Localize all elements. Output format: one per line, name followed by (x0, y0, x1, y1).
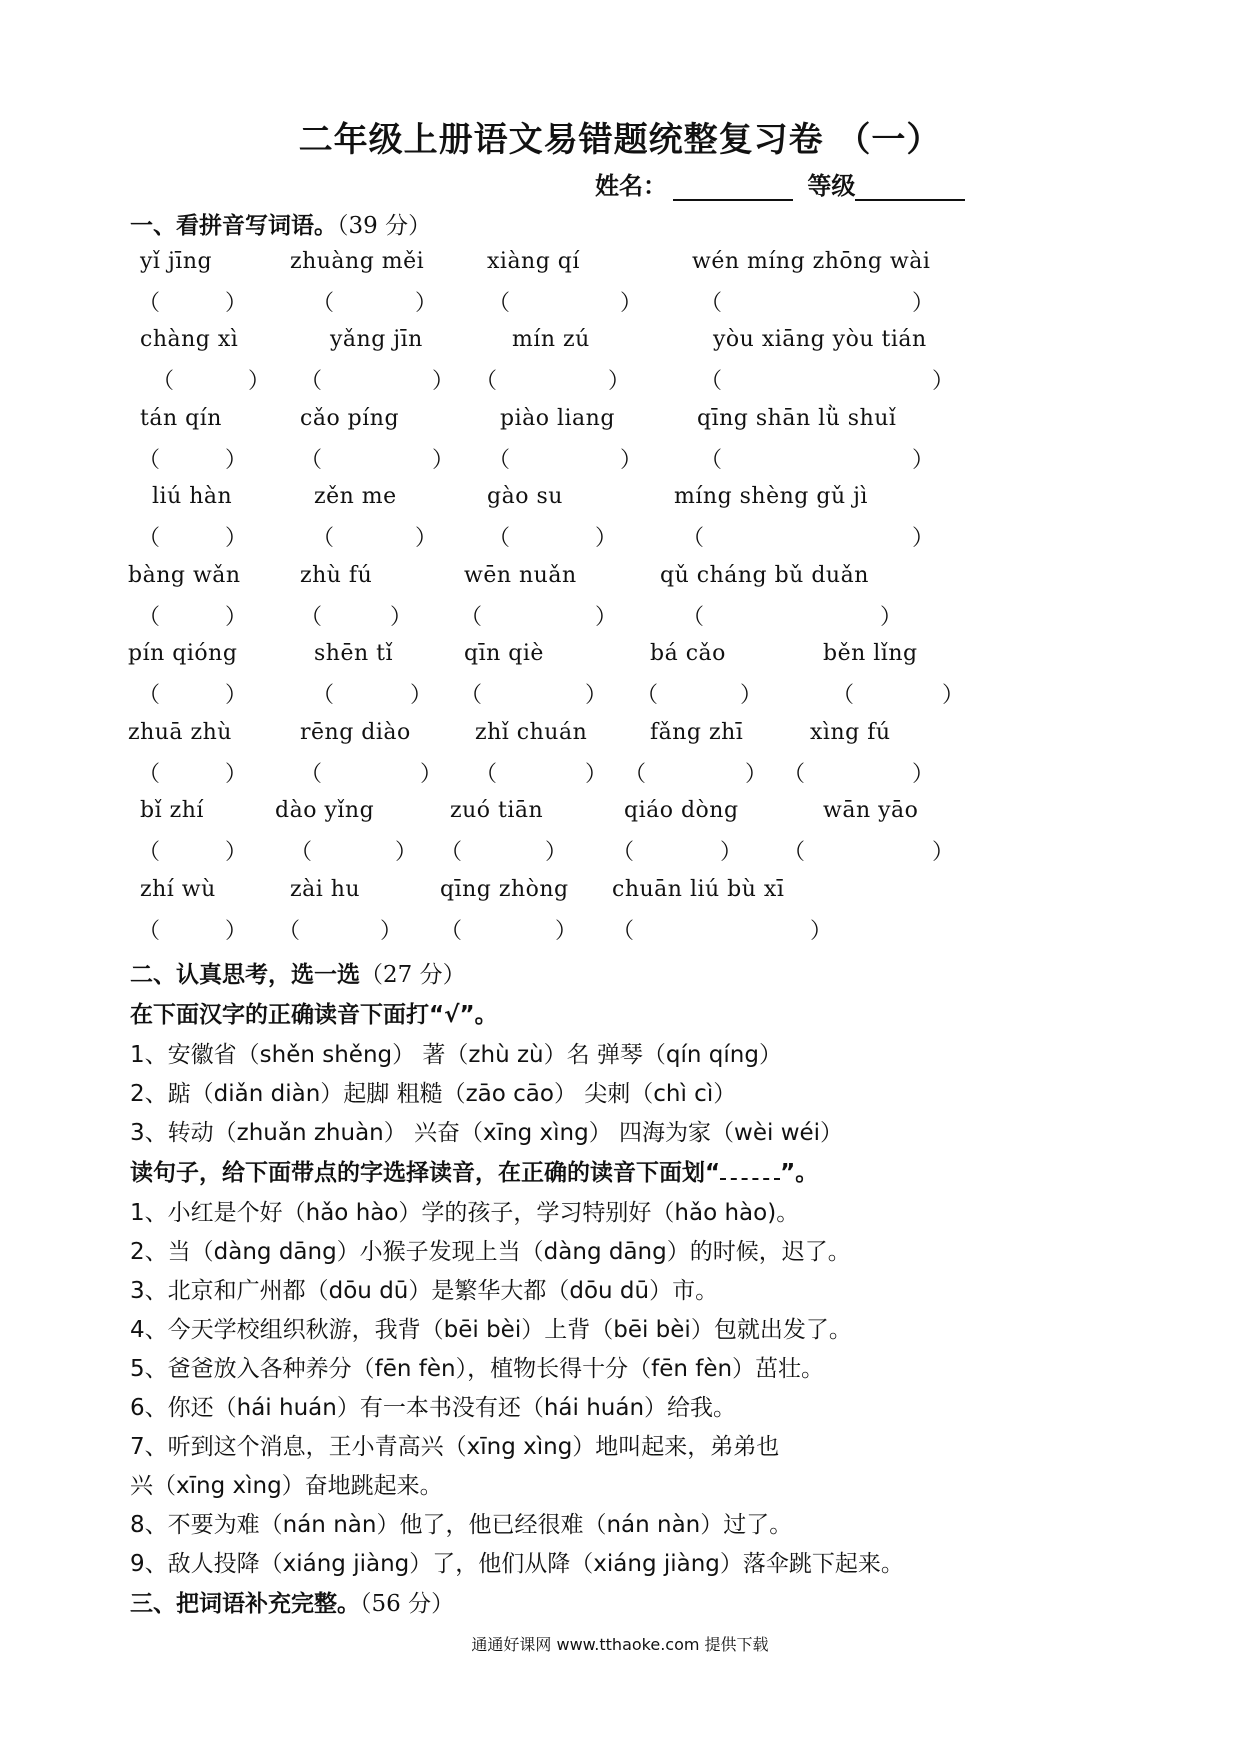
answer-blank-close: ） (225, 448, 248, 473)
answer-blank-close: ） (880, 605, 903, 630)
answer-blank-open[interactable]: （ (700, 291, 723, 316)
answer-blank-open[interactable]: （ (488, 448, 511, 473)
pinyin-word: chuān liú bù xī (612, 877, 785, 902)
sentence-line: 4、今天学校组织秋游，我背（bēi bèi）上背（bēi bèi）包就出发了。 (130, 1317, 852, 1343)
answer-blank-open[interactable]: （ (278, 919, 301, 944)
choice-line: 1、安徽省（shěn shěng） 著（zhù zù）名 弹琴（qín qíng） (130, 1042, 782, 1068)
answer-blank-open[interactable]: （ (138, 919, 161, 944)
answer-blank-open[interactable]: （ (832, 683, 855, 708)
answer-blank-close: ） (810, 919, 833, 944)
pinyin-word: qīng zhòng (440, 877, 569, 902)
section-2-heading: 二、认真思考，选一选（27 分） (130, 962, 466, 988)
pinyin-word: chàng xì (140, 327, 239, 352)
pinyin-word: fǎng zhī (650, 720, 744, 745)
answer-blank-close: ） (225, 526, 248, 551)
answer-blank-open[interactable]: （ (475, 369, 498, 394)
answer-blank-close: ） (608, 369, 631, 394)
answer-blank-open[interactable]: （ (312, 683, 335, 708)
answer-blank-close: ） (225, 919, 248, 944)
footer-credit: 通通好课网 www.tthaoke.com 提供下载 (471, 1635, 769, 1654)
pinyin-word: piào liang (500, 406, 615, 431)
instruction-underline: 读句子，给下面带点的字选择读音，在正确的读音下面划“ ”。 (130, 1160, 819, 1186)
pinyin-word: shēn tǐ (314, 641, 394, 666)
pinyin-word: zhù fú (300, 563, 373, 588)
answer-blank-open[interactable]: （ (460, 605, 483, 630)
answer-blank-close: ） (225, 605, 248, 630)
page-title: 二年级上册语文易错题统整复习卷 （一） (298, 120, 942, 160)
answer-blank-open[interactable]: （ (783, 762, 806, 787)
pinyin-word: zhí wù (140, 877, 216, 902)
answer-blank-open[interactable]: （ (138, 291, 161, 316)
sentence-line: 8、不要为难（nán nàn）他了，他已经很难（nán nàn）过了。 (130, 1512, 793, 1538)
answer-blank-close: ） (432, 369, 455, 394)
answer-blank-close: ） (380, 919, 403, 944)
pinyin-word: zhuàng měi (290, 249, 425, 274)
answer-blank-open[interactable]: （ (488, 291, 511, 316)
pinyin-word: zěn me (314, 484, 397, 509)
answer-blank-open[interactable]: （ (636, 683, 659, 708)
student-info-line (595, 166, 971, 201)
name-label: 姓名： (595, 172, 667, 200)
sentence-line: 2、当（dàng dāng）小猴子发现上当（dàng dāng）的时候，迟了。 (130, 1239, 851, 1265)
answer-blank-close: ） (248, 369, 271, 394)
pinyin-word: wén míng zhōng wài (692, 249, 931, 274)
answer-blank-open[interactable]: （ (138, 683, 161, 708)
pinyin-word: bǐ zhí (140, 798, 204, 823)
pinyin-word: zhǐ chuán (475, 720, 588, 745)
answer-blank-open[interactable]: （ (682, 605, 705, 630)
answer-blank-open[interactable]: （ (138, 840, 161, 865)
answer-blank-open[interactable]: （ (300, 762, 323, 787)
pinyin-word: liú hàn (152, 484, 233, 509)
pinyin-word: yǎng jīn (330, 327, 423, 352)
grade-blank[interactable] (855, 175, 965, 201)
pinyin-word: gào su (487, 484, 563, 509)
answer-blank-close: ） (225, 291, 248, 316)
answer-blank-close: ） (225, 762, 248, 787)
answer-blank-close: ） (225, 840, 248, 865)
answer-blank-close: ） (420, 762, 443, 787)
answer-blank-close: ） (225, 683, 248, 708)
pinyin-word: rēng diào (300, 720, 411, 745)
choice-line: 2、踮（diǎn diàn）起脚 粗糙（zāo cāo） 尖刺（chì cì） (130, 1081, 737, 1107)
answer-blank-close: ） (912, 762, 935, 787)
answer-blank-open[interactable]: （ (612, 840, 635, 865)
pinyin-word: yǐ jīng (140, 249, 213, 274)
pinyin-word: zài hu (290, 877, 361, 902)
answer-blank-open[interactable]: （ (612, 919, 635, 944)
answer-blank-open[interactable]: （ (312, 526, 335, 551)
pinyin-word: zhuā zhù (128, 720, 232, 745)
answer-blank-open[interactable]: （ (300, 605, 323, 630)
pinyin-word: wēn nuǎn (464, 563, 577, 588)
answer-blank-open[interactable]: （ (138, 605, 161, 630)
answer-blank-close: ） (745, 762, 768, 787)
sentence-line: 1、小红是个好（hǎo hào）学的孩子，学习特别好（hǎo hào)。 (130, 1200, 800, 1226)
answer-blank-close: ） (740, 683, 763, 708)
sentence-line: 9、敌人投降（xiáng jiàng）了，他们从降（xiáng jiàng）落伞跳下起来。 (130, 1551, 904, 1577)
answer-blank-open[interactable]: （ (312, 291, 335, 316)
answer-blank-close: ） (432, 448, 455, 473)
answer-blank-close: ） (585, 683, 608, 708)
answer-blank-open[interactable]: （ (624, 762, 647, 787)
answer-blank-close: ） (932, 840, 955, 865)
pinyin-word: qiáo dòng (624, 798, 739, 823)
sentence-line: 7、听到这个消息，王小青高兴（xīng xìng）地叫起来，弟弟也 (130, 1434, 780, 1460)
pinyin-word: xiàng qí (487, 249, 580, 274)
answer-blank-open[interactable]: （ (460, 683, 483, 708)
answer-blank-close: ） (595, 605, 618, 630)
answer-blank-close: ） (415, 291, 438, 316)
answer-blank-close: ） (912, 448, 935, 473)
pinyin-word: xìng fú (810, 720, 891, 745)
instruction-tick: 在下面汉字的正确读音下面打“√”。 (130, 1002, 498, 1028)
pinyin-word: qǔ cháng bǔ duǎn (660, 563, 869, 588)
answer-blank-open[interactable]: （ (152, 369, 175, 394)
answer-blank-open[interactable]: （ (300, 369, 323, 394)
answer-blank-close: ） (932, 369, 955, 394)
pinyin-word: cǎo píng (300, 406, 400, 431)
sentence-line: 3、北京和广州都（dōu dū）是繁华大都（dōu dū）市。 (130, 1278, 719, 1304)
answer-blank-close: ） (585, 762, 608, 787)
section-3-heading: 三、把词语补充完整。（56 分） (130, 1591, 455, 1617)
name-blank[interactable] (673, 175, 793, 201)
pinyin-word: bàng wǎn (128, 563, 241, 588)
answer-blank-close: ） (545, 840, 568, 865)
sentence-line: 5、爸爸放入各种养分（fēn fèn），植物长得十分（fēn fèn）茁壮。 (130, 1356, 825, 1382)
section-1-heading: 一、看拼音写词语。（39 分） (130, 213, 432, 239)
sentence-line: 兴（xīng xìng）奋地跳起来。 (130, 1473, 443, 1499)
answer-blank-open[interactable]: （ (290, 840, 313, 865)
pinyin-word: qīng shān lǜ shuǐ (697, 406, 897, 431)
answer-blank-close: ） (912, 291, 935, 316)
answer-blank-open[interactable]: （ (440, 919, 463, 944)
answer-blank-open[interactable]: （ (488, 526, 511, 551)
pinyin-word: mín zú (512, 327, 590, 352)
pinyin-word: yòu xiāng yòu tián (713, 327, 927, 352)
answer-blank-open[interactable]: （ (138, 526, 161, 551)
answer-blank-open[interactable]: （ (700, 369, 723, 394)
answer-blank-open[interactable]: （ (138, 448, 161, 473)
pinyin-word: běn lǐng (823, 641, 918, 666)
pinyin-word: dào yǐng (275, 798, 375, 823)
pinyin-word: wān yāo (823, 798, 919, 823)
pinyin-word: míng shèng gǔ jì (674, 484, 868, 509)
answer-blank-close: ） (395, 840, 418, 865)
answer-blank-open[interactable]: （ (682, 526, 705, 551)
answer-blank-close: ） (912, 526, 935, 551)
answer-blank-open[interactable]: （ (475, 762, 498, 787)
underline-sample (720, 1158, 780, 1180)
pinyin-word: pín qióng (128, 641, 238, 666)
answer-blank-close: ） (390, 605, 413, 630)
pinyin-word: zuó tiān (450, 798, 544, 823)
answer-blank-open[interactable]: （ (783, 840, 806, 865)
grade-label: 等级 (807, 172, 856, 200)
answer-blank-close: ） (942, 683, 965, 708)
pinyin-word: bá cǎo (650, 641, 726, 666)
answer-blank-close: ） (720, 840, 743, 865)
answer-blank-close: ） (410, 683, 433, 708)
choice-line: 3、转动（zhuǎn zhuàn） 兴奋（xīng xìng） 四海为家（wèi wéi） (130, 1120, 844, 1146)
sentence-line: 6、你还（hái huán）有一本书没有还（hái huán）给我。 (130, 1395, 737, 1421)
answer-blank-open[interactable]: （ (700, 448, 723, 473)
answer-blank-close: ） (555, 919, 578, 944)
answer-blank-close: ） (415, 526, 438, 551)
answer-blank-open[interactable]: （ (300, 448, 323, 473)
answer-blank-open[interactable]: （ (440, 840, 463, 865)
answer-blank-open[interactable]: （ (138, 762, 161, 787)
answer-blank-close: ） (620, 291, 643, 316)
answer-blank-close: ） (595, 526, 618, 551)
pinyin-word: qīn qiè (464, 641, 544, 666)
pinyin-word: tán qín (140, 406, 222, 431)
answer-blank-close: ） (620, 448, 643, 473)
